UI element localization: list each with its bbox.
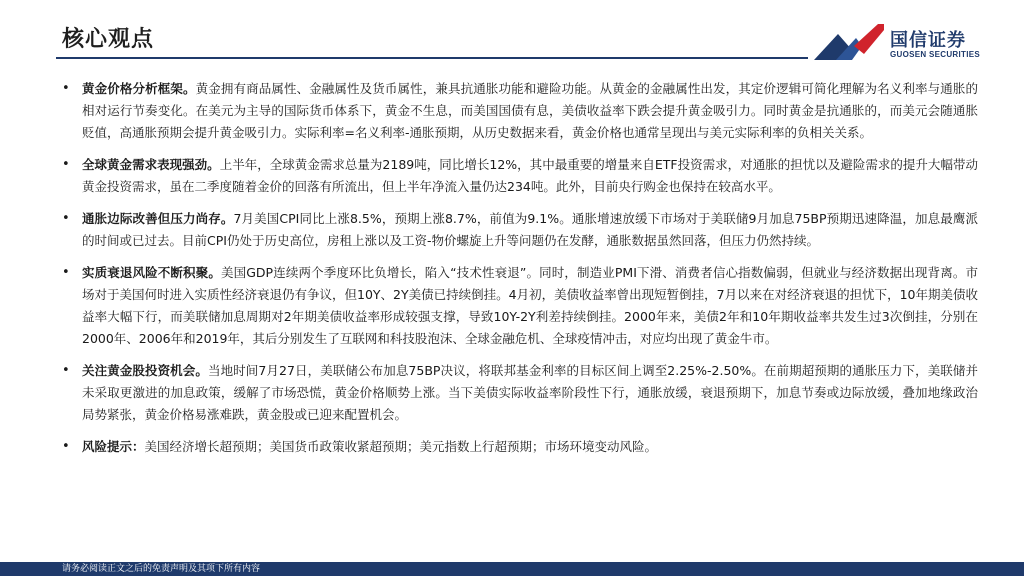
bullet-icon: • [62,211,70,226]
list-item [58,78,978,144]
list-item-text [82,262,978,350]
list-item-text [82,208,978,252]
bullet-icon: • [62,265,70,280]
footer-disclaimer: 请务必阅读正文之后的免责声明及其项下所有内容 [62,564,261,574]
bullet-icon: • [62,439,70,454]
list-item-text [82,436,978,458]
item-heading: 黄金价格分析框架。 [82,81,196,96]
list-item [58,208,978,252]
list-item-text [82,360,978,426]
bullet-icon: • [62,363,70,378]
footer-bar [0,562,1024,576]
list-item [58,360,978,426]
title-underline [56,57,808,59]
logo-emblem-icon [812,20,886,64]
page-title: 核心观点 [62,27,155,52]
key-points-list [58,78,978,468]
company-logo [812,20,982,64]
item-heading: 关注黄金股投资机会。 [82,363,208,378]
list-item [58,154,978,198]
logo-chinese-name: 国信证券 [890,30,966,51]
bullet-icon: • [62,81,70,96]
list-item-text [82,78,978,144]
item-body: 上半年，全球黄金需求总量为2189吨，同比增长12%，其中最重要的增量来自ETF投资需求，对通胀的担忧以及避险需求的提升大幅带动黄金投资需求，虽在二季度随着金价的回落有所流出，但上半年净流入量仍达234吨。此外，目前央行购金也保持在较高水平。 [82,157,978,194]
item-body: 当地时间7月27日，美联储公布加息75BP决议，将联邦基金利率的目标区间上调至2.25%-2.50%。在前期超预期的通胀压力下，美联储并未采取更激进的加息政策，缓解了市场恐慌，黄金价格顺势上涨。当下美债实际收益率阶段性下行，通胀放缓，衰退预期下，加息节奏或边际放缓，叠加地缘政治局势紧张，黄金价格易涨难跌，黄金股或已迎来配置机会。 [82,363,978,422]
item-body: 美国经济增长超预期；美国货币政策收紧超预期；美元指数上行超预期；市场环境变动风险。 [144,439,658,454]
item-body: 黄金拥有商品属性、金融属性及货币属性，兼具抗通胀功能和避险功能。从黄金的金融属性出发，其定价逻辑可简化理解为名义利率与通胀的相对运行节奏变化。在美元为主导的国际货币体系下，黄金不生息，而美国国债有息，美债收益率下跌会提升黄金吸引力。同时黄金是抗通胀的，而美元会随通胀贬值，高通胀预期会提升黄金吸引力。实际利率=名义利率-通胀预期，从历史数据来看，黄金价格也通常呈现出与美元实际利率的负相关关系。 [82,81,978,140]
item-heading: 通胀边际改善但压力尚存。 [82,211,234,226]
item-heading: 全球黄金需求表现强劲。 [82,157,220,172]
item-body: 美国GDP连续两个季度环比负增长，陷入“技术性衰退”。同时，制造业PMI下滑、消费者信心指数偏弱，但就业与经济数据出现背离。市场对于美国何时进入实质性经济衰退仍有争议，但10Y、2Y美债已持续倒挂。4月初，美债收益率曾出现短暂倒挂，7月以来在对经济衰退的担忧下，10年期美债收益率大幅下行，而美联储加息周期对2年期美债收益率形成较强支撑，导致10Y-2Y利差持续倒挂。2000年来，美债2年和10年期收益率共发生过3次倒挂，分别在2000年、2006年和2019年，其后分别发生了互联网和科技股泡沫、全球金融危机、全球疫情冲击，对应均出现了黄金牛市。 [82,265,978,346]
logo-english-name: GUOSEN SECURITIES [890,50,981,59]
bullet-icon: • [62,157,70,172]
item-heading: 实质衰退风险不断积聚。 [82,265,221,280]
item-body: 7月美国CPI同比上涨8.5%，预期上涨8.7%，前值为9.1%。通胀增速放缓下市场对于美联储9月加息75BP预期迅速降温，加息最鹰派的时间或已过去。目前CPI仍处于历史高位，房租上涨以及工资-物价螺旋上升等问题仍在发酵，通胀数据虽然回落，但压力仍然持续。 [82,211,978,248]
list-item-text [82,154,978,198]
item-heading: 风险提示： [82,439,145,454]
list-item [58,262,978,350]
list-item [58,436,978,458]
